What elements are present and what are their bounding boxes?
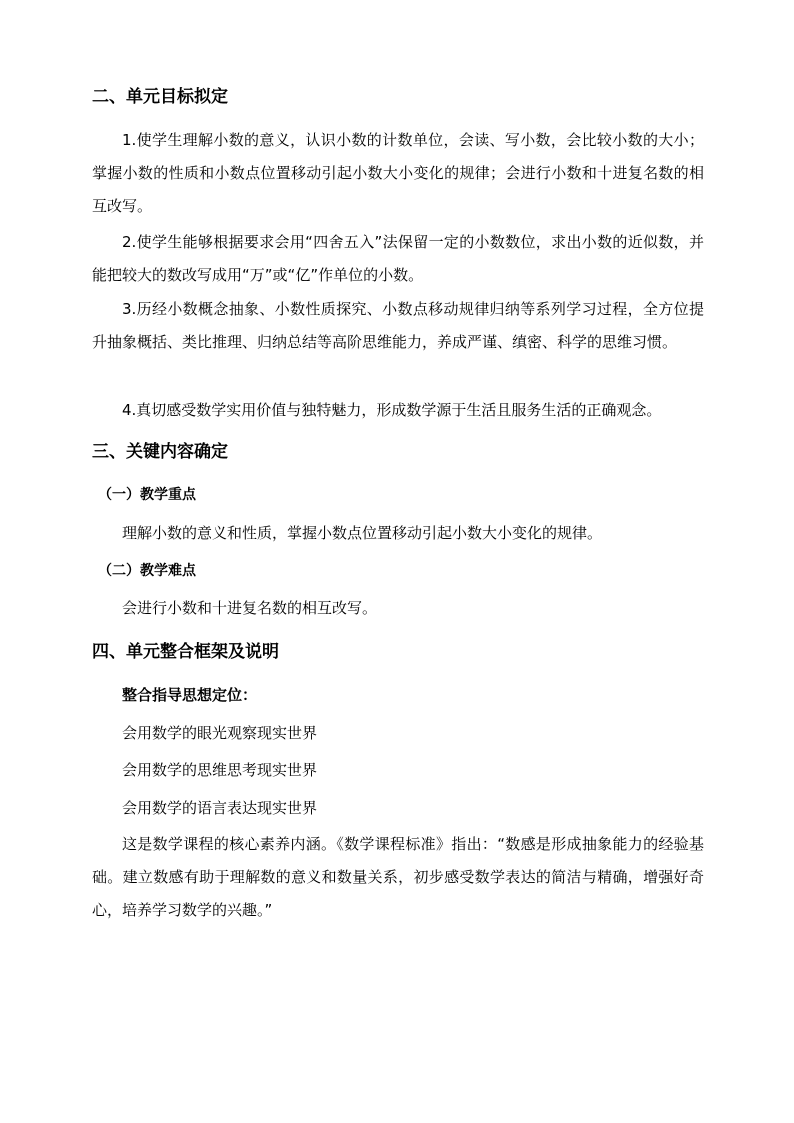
framework-line-2: 会用数学的思维思考现实世界 [122, 761, 318, 779]
framework-line-3: 会用数学的语言表达现实世界 [122, 799, 318, 817]
goal-paragraph-4: 4.真切感受数学实用价值与独特魅力，形成数学源于生活且服务生活的正确观念。 [122, 401, 662, 419]
guiding-label: 整合指导思想定位： [122, 686, 258, 704]
goal-paragraph-3: 3.历经小数概念抽象、小数性质探究、小数点移动规律归纳等系列学习过程，全方位提升抽象概括、类比推理、归纳总结等高阶思维能力，养成严谨、缜密、科学的思维习惯。 [92, 300, 704, 351]
section-heading-key-content: 三、关键内容确定 [92, 442, 228, 462]
subheading-key-points: （一）教学重点 [98, 487, 196, 503]
goal-paragraph-1: 1.使学生理解小数的意义，认识小数的计数单位，会读、写小数，会比较小数的大小；掌握小数的性质和小数点位置移动引起小数大小变化的规律；会进行小数和十进复名数的相互改写。 [92, 131, 704, 215]
goal-paragraph-2: 2.使学生能够根据要求会用“四舍五入”法保留一定的小数数位，求出小数的近似数，并能把较大的数改写成用“万”或“亿”作单位的小数。 [92, 233, 704, 284]
key-points-text: 理解小数的意义和性质，掌握小数点位置移动引起小数大小变化的规律。 [122, 524, 603, 542]
framework-paragraph: 这是数学课程的核心素养内涵。《数学课程标准》指出：“数感是形成抽象能力的经验基础。建立数感有助于理解数的意义和数量关系，初步感受数学表达的简洁与精确，增强好奇心，培养学习数学的兴趣。” [92, 835, 704, 919]
section-heading-goals: 二、单元目标拟定 [92, 87, 228, 107]
section-heading-framework: 四、单元整合框架及说明 [92, 642, 279, 662]
difficulties-text: 会进行小数和十进复名数的相互改写。 [122, 599, 378, 617]
framework-line-1: 会用数学的眼光观察现实世界 [122, 724, 318, 742]
subheading-difficulties: （二）教学难点 [98, 563, 196, 579]
